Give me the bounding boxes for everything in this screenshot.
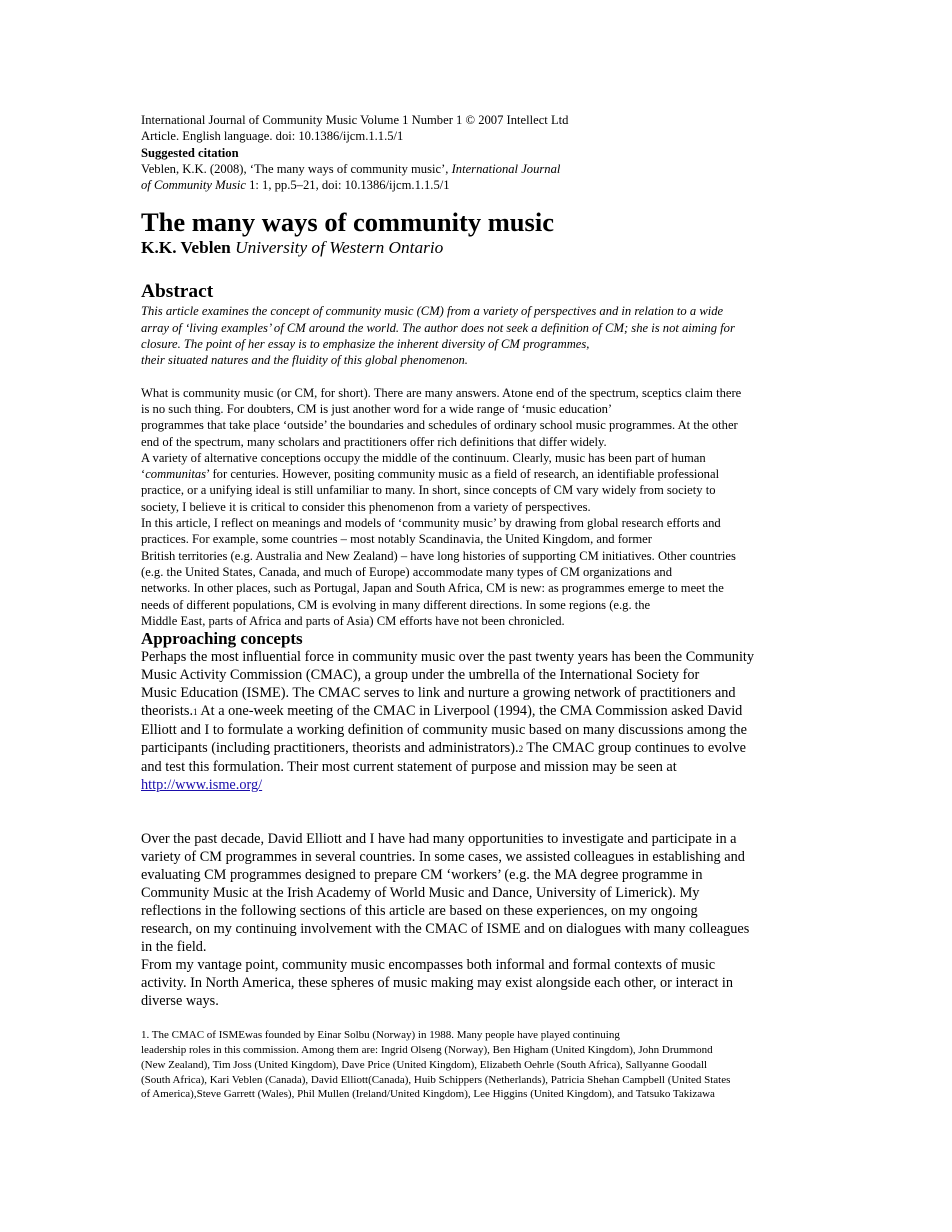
citation-journal-cont: of Community Music (141, 178, 246, 193)
citation-details: 1: 1, pp.5–21, doi: 10.1386/ijcm.1.1.5/1 (245, 178, 450, 193)
article-page (141, 112, 813, 1102)
body-line (141, 739, 813, 758)
intro-line: In this article, I reflect on meanings and models of ‘community music’ by drawing from global research efforts and (141, 516, 721, 531)
footnote-line: leadership roles in this commission. Among them are: Ingrid Olseng (Norway), Ben Higham (United Kingdom), John Drummond (141, 1043, 713, 1056)
footnote-line: 1. The CMAC of ISMEwas founded by Einar Solbu (Norway) in 1988. Many people have played continuing (141, 1029, 620, 1042)
body-line: and test this formulation. Their most current statement of purpose and mission may be seen at (141, 759, 677, 776)
footnote-line: (New Zealand), Tim Joss (United Kingdom), Dave Price (United Kingdom), Elizabeth Oehrle (South Africa), Sallyanne Goodall (141, 1058, 708, 1071)
body-line: activity. In North America, these spheres of music making may exist alongside each other, or interact in (141, 975, 734, 992)
abstract-heading: Abstract (141, 281, 214, 303)
article-line: Article. English language. doi: 10.1386/ijcm.1.1.5/1 (141, 129, 404, 144)
footnote-line: (South Africa), Kari Veblen (Canada), David Elliott(Canada), Huib Schippers (Netherlands), Patricia Shehan Campbell (United States (141, 1073, 731, 1086)
citation-text: Veblen, K.K. (2008), ‘The many ways of community music’, (141, 161, 452, 176)
approaching-section (141, 648, 813, 794)
body-line: From my vantage point, community music encompasses both informal and formal contexts of music (141, 957, 716, 974)
body-text: The CMAC group continues to evolve (523, 740, 746, 757)
abstract-line: array of ‘living examples’ of CM around the world. The author does not seek a definition of CM; she is not aiming for (141, 320, 735, 335)
footnote-ref-1[interactable]: 1 (193, 707, 198, 718)
article-header (141, 112, 813, 193)
body-text: At a one-week meeting of the CMAC in Liverpool (1994), the CMA Commission asked David (197, 703, 743, 720)
body-line: Community Music at the Irish Academy of World Music and Dance, University of Limerick). My (141, 885, 700, 902)
intro-line: practices. For example, some countries – most notably Scandinavia, the United Kingdom, and former (141, 532, 652, 547)
citation-line-1 (141, 161, 813, 177)
abstract-line: closure. The point of her essay is to emphasize the inherent diversity of CM programmes, (141, 337, 590, 352)
communitas-term: communitas (145, 467, 207, 482)
intro-line: British territories (e.g. Australia and New Zealand) – have long histories of supporting CM initiatives. Other countries (141, 548, 736, 563)
body-line: Over the past decade, David Elliott and I have had many opportunities to investigate and participate in a (141, 831, 737, 848)
journal-line: International Journal of Community Music Volume 1 Number 1 © 2007 Intellect Ltd (141, 113, 569, 127)
citation-label: Suggested citation (141, 145, 239, 160)
intro-line: needs of different populations, CM is evolving in many different directions. In some regions (e.g. the (141, 597, 651, 612)
byline (141, 237, 813, 259)
abstract-line: This article examines the concept of community music (CM) from a variety of perspectives and in relation to a wide (141, 304, 724, 319)
body-line: Perhaps the most influential force in community music over the past twenty years has been the Community (141, 649, 755, 666)
spacer (141, 794, 813, 830)
body-line: Music Education (ISME). The CMAC serves to link and nurture a growing network of practitioners and (141, 685, 736, 702)
intro-line (141, 466, 813, 482)
body-line: variety of CM programmes in several countries. In some cases, we assisted colleagues in establishing and (141, 849, 745, 866)
body-line: in the field. (141, 939, 207, 956)
isme-link[interactable]: http://www.isme.org/ (141, 777, 263, 794)
body-text: participants (including practitioners, theorists and administrators). (141, 740, 519, 757)
intro-line: networks. In other places, such as Portugal, Japan and South Africa, CM is new: as programmes emerge to meet the (141, 581, 724, 596)
author-affiliation: University of Western Ontario (235, 238, 444, 258)
intro-line: practice, or a unifying ideal is still unfamiliar to many. In short, since concepts of CM vary widely from society to (141, 483, 716, 498)
decade-section (141, 830, 813, 1010)
body-line (141, 776, 813, 794)
intro-line: is no such thing. For doubters, CM is just another word for a wide range of ‘music education’ (141, 401, 613, 416)
intro-line: end of the spectrum, many scholars and practitioners offer rich definitions that differ widely. (141, 434, 607, 449)
article-title: The many ways of community music (141, 207, 554, 238)
intro-line: programmes that take place ‘outside’ the boundaries and schedules of ordinary school music programmes. At the other (141, 418, 738, 433)
body-text: theorists. (141, 703, 194, 720)
intro-line: Middle East, parts of Africa and parts of Asia) CM efforts have not been chronicled. (141, 613, 565, 628)
intro-line: (e.g. the United States, Canada, and much of Europe) accommodate many types of CM organizations and (141, 564, 673, 579)
intro-section (141, 385, 813, 629)
intro-line: A variety of alternative conceptions occupy the middle of the continuum. Clearly, music has been part of human (141, 450, 706, 465)
abstract-line: their situated natures and the fluidity of this global phenomenon. (141, 353, 468, 368)
author-name: K.K. Veblen (141, 238, 231, 258)
abstract-text (141, 303, 813, 368)
citation-line-2 (141, 177, 813, 193)
body-line: Music Activity Commission (CMAC), a group under the umbrella of the International Society for (141, 667, 700, 684)
footnote-ref-2[interactable]: 2 (518, 744, 524, 755)
footnote-1 (141, 1028, 813, 1102)
body-line: research, on my continuing involvement with the CMAC of ISME and on dialogues with many colleagues (141, 921, 750, 938)
footnote-line: of America),Steve Garrett (Wales), Phil Mullen (Ireland/United Kingdom), Lee Higgins (United Kingdom), and Tatsuko Takizawa (141, 1088, 715, 1101)
citation-journal: International Journal (451, 161, 561, 176)
intro-text: ’ for centuries. However, positing community music as a field of research, an identifiable professional (206, 467, 720, 482)
intro-line: society, I believe it is critical to consider this phenomenon from a variety of perspectives. (141, 499, 591, 514)
body-line (141, 702, 813, 721)
body-line: diverse ways. (141, 993, 219, 1010)
body-line: Elliott and I to formulate a working definition of community music based on many discussions among the (141, 722, 747, 739)
quote-mark: ‘ (141, 467, 146, 482)
body-line: reflections in the following sections of this article are based on these experiences, on my ongoing (141, 903, 698, 920)
intro-line: What is community music (or CM, for short). There are many answers. Atone end of the spectrum, sceptics claim there (141, 385, 742, 400)
body-line: evaluating CM programmes designed to prepare CM ‘workers’ (e.g. the MA degree programme in (141, 867, 703, 884)
section-heading-approaching: Approaching concepts (141, 629, 303, 649)
